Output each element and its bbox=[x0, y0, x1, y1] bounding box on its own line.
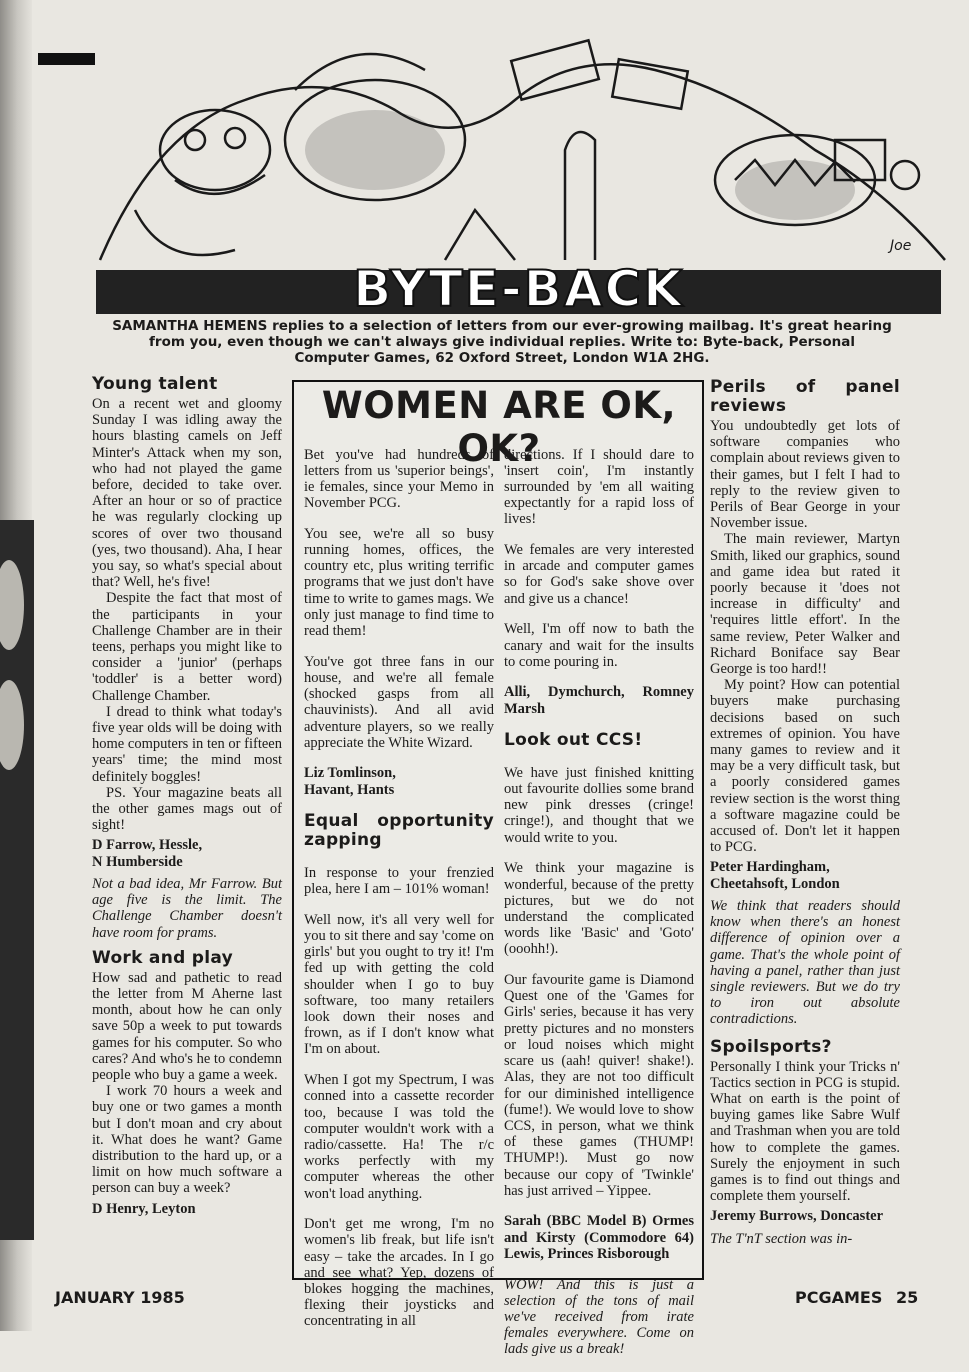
letter-paragraph: We think your magazine is wonderful, because of the pretty pictures, but we do not understand the complicated words like 'Basic' and 'Goto' (ooohh!). bbox=[504, 860, 694, 958]
page-footer bbox=[795, 1288, 918, 1307]
letter-paragraph: How sad and pathetic to read the letter from M Aherne last month, about how he can only save 50p a week to put towards games for his computer. So who cares? And who's he to condemn people who buy a game a week. bbox=[92, 969, 282, 1083]
letter-paragraph: Well now, it's all very well for you to sit there and say 'come on girls' but you ought to try it! I'm fed up with getting the cold shoulder when I go to buy software, too many retailers look down their noses and frown, as if I don't know what I'm on about. bbox=[304, 911, 494, 1058]
editor-reply: WOW! And this is just a selection of the tons of mail we've received from irate females everywhere. Come on lads give us a break! bbox=[504, 1276, 694, 1358]
magazine-name: PCGAMES bbox=[795, 1288, 883, 1307]
letter-signature bbox=[304, 765, 494, 797]
issue-date: JANUARY 1985 bbox=[55, 1288, 185, 1307]
heading-work-and-play: Work and play bbox=[92, 947, 234, 968]
cartoon-illustration bbox=[95, 10, 950, 280]
signature-place: Havant, Hants bbox=[304, 781, 395, 798]
letter-paragraph: The main reviewer, Martyn Smith, liked our graphics, sound and game idea but rated it poorly because it 'does not increase in difficulty' and 'requires little effort'. In the same review, Peter Walker and Richard Boniface say Bear George is too hard!! bbox=[710, 531, 900, 678]
letter-paragraph: My point? How can potential buyers make purchasing decisions based on such extremes of opinion. You have many games to review and it may be a very difficult task, but a poorly considered games review section is the worst thing a software magazine could be accused of. Don't let it happen to PCG. bbox=[710, 677, 900, 856]
editor-reply: The T'nT section was in- bbox=[710, 1230, 853, 1247]
letter-paragraph: In response to your frenzied plea, here I am – 101% woman! bbox=[304, 864, 494, 898]
letter-paragraph: I dread to think what today's five year olds will be doing with home computers in ten or fifteen years' time; the mind most definitely boggles! bbox=[92, 703, 282, 785]
heading-young-talent: Young talent bbox=[92, 374, 218, 394]
letter-paragraph: Despite the fact that most of the participants in your Challenge Chamber are in their teens, perhaps you might like to consider a 'junior' (perhaps 'toddler' is a better word) Challenge Chamber. bbox=[92, 590, 282, 704]
editor-reply: We think that readers should know when there's an honest difference of opinion over a game. That's the whole point of having a panel, rather than just single reviewers. But we do try to iron out absolute contradictions. bbox=[710, 897, 900, 1028]
letter-paragraph: Well, I'm off now to bath the canary and wait for the insults to come pouring in. bbox=[504, 621, 694, 670]
page-title: BYTE-BACK bbox=[353, 260, 684, 318]
letter-paragraph: You see, we're all so busy running homes, offices, the country etc, plus writing terrific programs that we just don't have time to write to games mags. We only just manage to find time to read them! bbox=[304, 525, 494, 640]
signature-place: Cheetahsoft, London bbox=[710, 875, 840, 892]
letter-paragraph: When I got my Spectrum, I was conned into a cassette recorder too, because I was told the computer wouldn't work with a radio/cassette. Ha! The r/c works perfectly with my computer whereas the other won't load anything. bbox=[304, 1072, 494, 1202]
letter-paragraph: Our favourite game is Diamond Quest one of the 'Games for Girls' series, because it has very pretty pictures and no monsters or loud noises which might scare us (aah! quiver! shake!). Alas, they are not too difficult for our diminished intelligence (fume!). We would love to show CCS, in person, what we think of these games (THUMP! THUMP!). Must go now because our copy of 'Twinkle' has just arrived – Yippee. bbox=[504, 972, 694, 1199]
letter-paragraph: You undoubtedly get lots of software companies who complain about reviews given to their games, but I felt I had to reply to the review given to Perils of Bear George in your November issue. bbox=[710, 418, 900, 532]
page-number: 25 bbox=[895, 1288, 919, 1307]
letter-signature bbox=[710, 859, 900, 891]
feature-column-left bbox=[304, 432, 494, 1344]
left-column bbox=[92, 375, 282, 1217]
letter-paragraph: On a recent wet and gloomy Sunday I was idling away the hours blasting camels on Jeff Minter's Attack when my son, who had not played the game before, decided to take over. After an hour or so of practice he was regularly clocking up scores of over two thousand (yes, two thousand). Aha, I hear you say, so what's special about that? Well, he's five! bbox=[92, 396, 282, 591]
signature-place: N Humberside bbox=[92, 853, 183, 870]
signature-name: Peter Hardingham, bbox=[710, 859, 830, 876]
feature-column-right bbox=[504, 432, 694, 1372]
heading-perils-of-panel-reviews: Perils of panel reviews bbox=[710, 377, 900, 416]
letter-signature: D Henry, Leyton bbox=[92, 1200, 196, 1217]
letter-paragraph: Personally I think your Tricks n' Tactics section in PCG is stupid. What on earth is the point of buying games like Sabre Wulf and Trashman when you are told how to complete the games. Surely the enjoyment in such games is to find out things and complete them yourself. bbox=[710, 1058, 900, 1205]
letter-paragraph: directions. If I should dare to 'insert coin', I'm instantly surrounded by 'em all waiting expectantly for a rapid loss of lives! bbox=[504, 446, 694, 528]
signature-name: Liz Tomlinson, bbox=[304, 765, 396, 782]
letter-paragraph: We have just finished knitting out favourite dollies some brand new pink dresses (cringe! cringe!), and thought that we would write to you. bbox=[504, 764, 694, 846]
letter-paragraph: We females are very interested in arcade and computer games so for God's sake shove over and give us a chance! bbox=[504, 542, 694, 607]
editor-reply: Not a bad idea, Mr Farrow. But age five is the limit. The Challenge Chamber doesn't have room for prams. bbox=[92, 875, 282, 941]
letter-paragraph: PS. Your magazine beats all the other games mags out of sight! bbox=[92, 784, 282, 834]
letter-signature bbox=[92, 837, 282, 869]
feature-title: WOMEN ARE OK, OK? bbox=[321, 384, 677, 470]
heading-look-out-ccs: Look out CCS! bbox=[504, 730, 643, 751]
intro-text: SAMANTHA HEMENS replies to a selection of letters from our ever-growing mailbag. It's great hearing from you, even though we can't always give individual replies. Write to: Byte-back, Personal Computer Games, 62 Oxford Street, London W1A 2HG. bbox=[112, 318, 892, 366]
heading-spoilsports: Spoilsports? bbox=[710, 1036, 832, 1057]
letter-signature: Sarah (BBC Model B) Ormes and Kirsty (Commodore 64) Lewis, Princes Risborough bbox=[504, 1213, 694, 1262]
letter-paragraph: I work 70 hours a week and buy one or two games a month but I don't moan and cry about it. What does he want? Game distribution to the hard up, or a limit on how much software a person can buy a week? bbox=[92, 1083, 282, 1197]
cartoon-signature: Joe bbox=[890, 238, 912, 254]
right-column bbox=[710, 378, 900, 1247]
women-feature-box bbox=[292, 380, 704, 1358]
title-banner bbox=[96, 260, 941, 318]
letter-signature: Jeremy Burrows, Doncaster bbox=[710, 1208, 884, 1225]
letter-paragraph: You've got three fans in our house, and we're all female (shocked gasps from all chauvinists). And all avid adventure players, so we really appreciate the White Wizard. bbox=[304, 653, 494, 751]
letter-signature: Alli, Dymchurch, Romney Marsh bbox=[504, 684, 694, 717]
letter-paragraph: Don't get me wrong, I'm no women's lib freak, but life isn't easy – take the arcades. In I go and see what? Yep, dozens of blokes hogging the machines, flexing their joysticks and concentrating in all bbox=[304, 1216, 494, 1330]
heading-equal-opportunity: Equal opportunity zapping bbox=[304, 811, 494, 851]
letter-paragraph: Bet you've had hundreds of letters from us 'superior beings', ie females, since your Memo in November PCG. bbox=[304, 446, 494, 512]
signature-name: D Farrow, Hessle, bbox=[92, 837, 203, 854]
